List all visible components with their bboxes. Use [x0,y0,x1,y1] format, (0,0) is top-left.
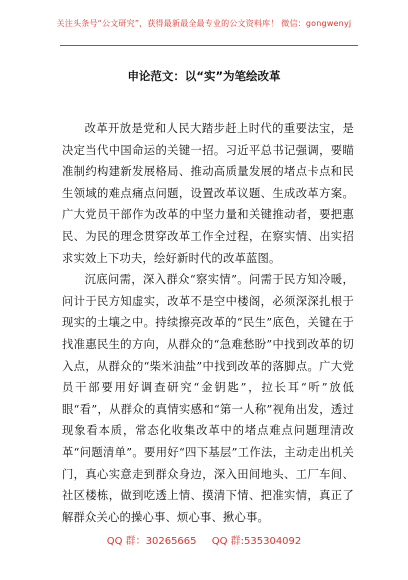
footer-qq-group-1: QQ 群：30265665 [106,536,197,547]
footer [0,532,408,547]
document-body [62,118,354,528]
footer-qq-group-2: QQ 群:535304092 [211,536,302,547]
document-title: 申论范文：以“实”为笔绘改革 [127,69,281,83]
paragraph: 沉底问需，深入群众“察实情”。问需于民方知冷暖，问计于民方知虚实，改革不是空中楼阁，必须深深扎根于现实的土壤之中。持续擦亮改革的“民生”底色，关键在于找准惠民生的方向，从群众的“急难愁盼”中找到改革的切入点，从群众的“柴米油盐”中找到改革的落脚点。广大党员干部要用好调查研究“金钥匙”，拉长耳“听”放低眼“看”，从群众的真情实感和“第一人称”视角出发，透过现象看本质，常态化收集改革中的堵点难点问题理清改革“问题清单”。要用好“四下基层”工作法，主动走出机关门，真心实意走到群众身边，深入田间地头、工厂车间、社区楼栋，做到吃透上情、摸清下情、把准实情，真正了解群众关心的操心事、烦心事、揪心事。 [62,273,354,524]
header-banner: 关注头条号“公文研究”，获得最新最全最专业的公文资料库！ 微信：gongwenyj [56,19,352,28]
header-divider [60,45,358,46]
paragraph: 改革开放是党和人民大踏步赶上时代的重要法宝，是决定当代中国命运的关键一招。习近平总书记强调，要瞄准制约构建新发展格局、推动高质量发展的堵点卡点和民生领域的难点痛点问题，设置改革议题、生成改革方案。广大党员干部作为改革的中坚力量和关键推动者，要把惠民、为民的理念贯穿改革工作全过程，在察实情、出实招求实效上下功夫，绘好新时代的改革蓝图。 [62,122,354,265]
